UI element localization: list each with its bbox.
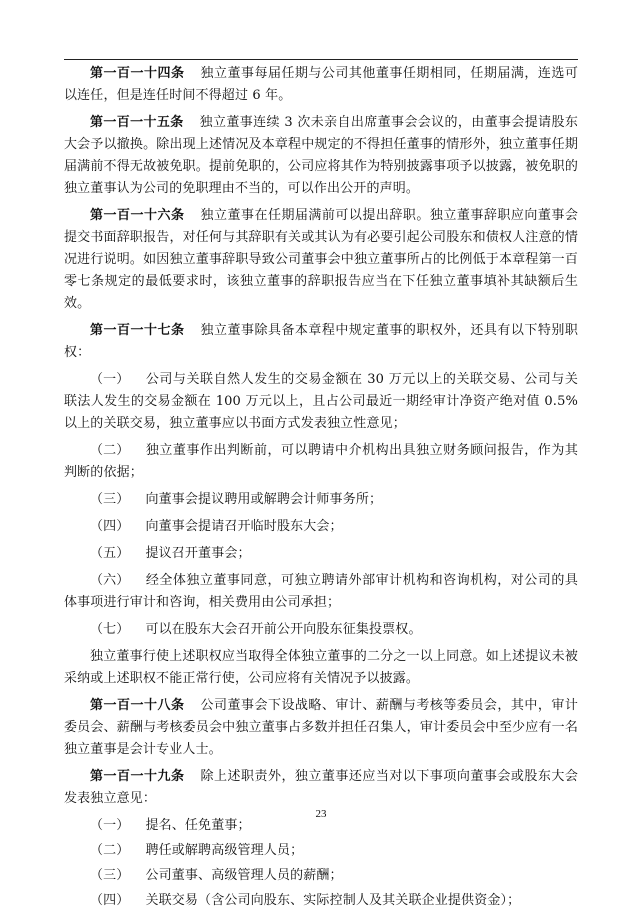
article-118 [64,695,578,761]
list-item-number: （二） [90,843,130,858]
list-item-text: 独立董事作出判断前，可以聘请中介机构出具独立财务顾问报告，作为其判断的依据； [64,443,578,480]
list-item [64,570,578,614]
article-heading: 第一百一十八条 [90,698,185,713]
list-item-number: （三） [90,492,130,507]
header-rule [64,59,578,60]
article-119 [64,766,578,810]
article-text: 独立董事连续 3 次未亲自出席董事会会议的，由董事会提请股东大会予以撤换。除出现上述情况及本章程中规定的不得担任董事的情形外，独立董事任期届满前不得无故被免职。提前免职的，公司应将其作为特别披露事项予以披露，被免职的独立董事认为公司的免职理由不当的，可以作出公开的声明。 [64,115,578,196]
article-text: 独立董事除具备本章程中规定董事的职权外，还具有以下特别职权： [64,323,578,360]
list-item-text: 公司董事、高级管理人员的薪酬； [145,868,343,883]
article-115 [64,112,578,200]
article-heading: 第一百一十四条 [90,66,185,81]
list-item [64,840,578,862]
list-item-number: （七） [90,622,130,637]
list-item-number: （四） [90,893,130,908]
article-text: 独立董事每届任期与公司其他董事任期相同，任期届满，连选可以连任，但是连任时间不得超过 6 年。 [64,66,578,103]
article-heading: 第一百一十七条 [90,323,185,338]
page-number: 23 [315,808,327,820]
list-item-text: 公司与关联自然人发生的交易金额在 30 万元以上的关联交易、公司与关联法人发生的交易金额在 100 万元以上，且占公司最近一期经审计净资产绝对值 0.5%以上的关联交易，独立董事应以书面方式发表独立性意见； [64,372,578,431]
article-heading: 第一百一十五条 [90,115,184,130]
list-item [64,890,578,912]
list-item-number: （四） [90,519,130,534]
list-item-number: （一） [90,818,130,833]
article-text: 公司董事会下设战略、审计、薪酬与考核等委员会，其中，审计委员会、薪酬与考核委员会中独立董事占多数并担任召集人，审计委员会中至少应有一名独立董事是会计专业人士。 [64,698,578,757]
list-item-number: （二） [90,443,130,458]
list-item-text: 向董事会提议聘用或解聘会计师事务所； [145,492,383,507]
list-item-number: （三） [90,868,130,883]
list-item-number: （六） [90,573,130,588]
document-body [64,63,578,915]
article-117-closing: 独立董事行使上述职权应当取得全体独立董事的二分之一以上同意。如上述提议未被采纳或上述职权不能正常行使，公司应将有关情况予以披露。 [64,649,578,686]
list-item-text: 向董事会提请召开临时股东大会； [145,519,343,534]
list-item [64,865,578,887]
article-117 [64,320,578,364]
article-text: 独立董事在任期届满前可以提出辞职。独立董事辞职应向董事会提交书面辞职报告，对任何与其辞职有关或其认为有必要引起公司股东和债权人注意的情况进行说明。如因独立董事辞职导致公司董事会中独立董事所占的比例低于本章程第一百零七条规定的最低要求时，该独立董事的辞职报告应当在下任独立董事填补其缺额后生效。 [64,208,578,311]
article-116 [64,205,578,315]
list-item-text: 提名、任免董事； [145,818,251,833]
list-item-text: 关联交易（含公司向股东、实际控制人及其关联企业提供资金）； [145,893,521,908]
list-item-text: 聘任或解聘高级管理人员； [145,843,304,858]
article-114 [64,63,578,107]
list-item-text: 可以在股东大会召开前公开向股东征集投票权。 [145,622,422,637]
list-item [64,440,578,484]
list-item-text: 提议召开董事会； [145,546,251,561]
list-item-number: （一） [90,372,130,387]
list-item [64,516,578,538]
list-item [64,543,578,565]
article-heading: 第一百一十六条 [90,208,185,223]
list-item [64,619,578,641]
article-text: 除上述职责外，独立董事还应当对以下事项向董事会或股东大会发表独立意见： [64,769,578,806]
list-item-text: 经全体独立董事同意，可独立聘请外部审计机构和咨询机构，对公司的具体事项进行审计和咨询，相关费用由公司承担； [64,573,578,610]
article-heading: 第一百一十九条 [90,769,185,784]
list-item-number: （五） [90,546,130,561]
list-item [64,489,578,511]
list-item [64,369,578,435]
